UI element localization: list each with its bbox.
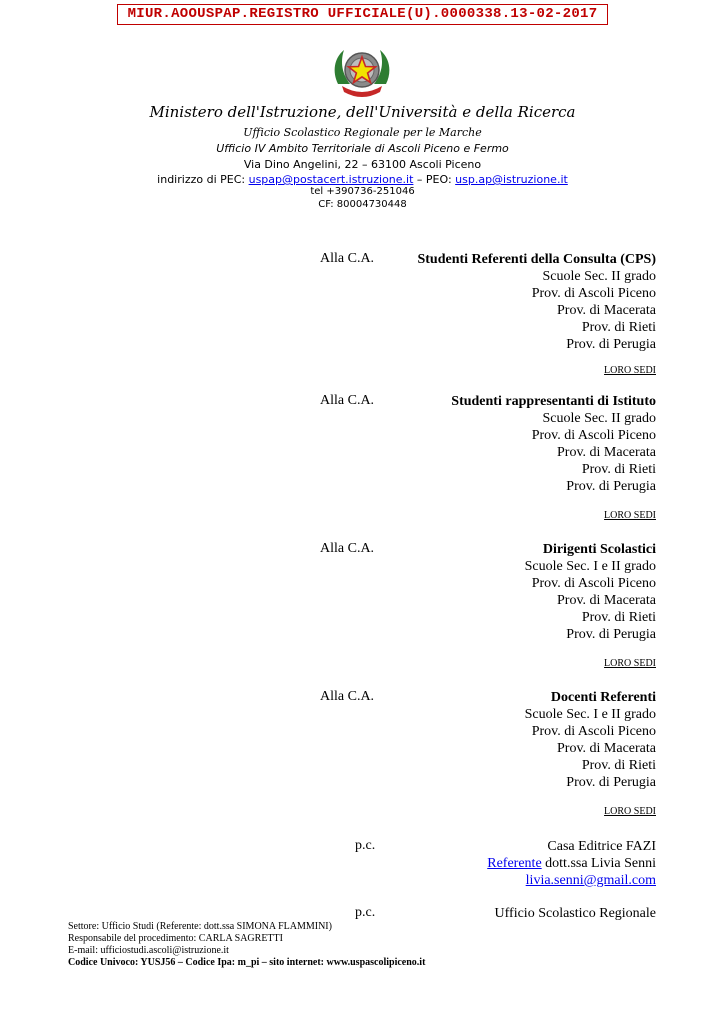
loro-sedi: LORO SEDI [604,806,656,817]
document-footer [68,921,425,969]
footer-responsabile: Responsabile del procedimento: CARLA SAGRETTI [68,933,283,944]
fiscal-code: CF: 80004730448 [318,199,407,210]
recipient-lines [525,541,656,643]
recipient-line: Prov. di Macerata [557,445,656,460]
registry-stamp [117,4,608,25]
recipient-line: Prov. di Macerata [557,741,656,756]
recipient-lines [417,251,656,353]
registry-stamp-text: MIUR.AOOUSPAP.REGISTRO UFFICIALE(U).0000338.13-02-2017 [127,6,598,22]
telephone: tel +390736-251046 [310,186,415,197]
recipient-line: Prov. di Perugia [566,337,656,352]
footer-codice: Codice Univoco: YUSJ56 – Codice Ipa: m_pi – sito internet: www.uspascolipiceno.it [68,957,426,968]
cc-email-link[interactable]: livia.senni@gmail.com [525,873,656,888]
recipient-line: Prov. di Ascoli Piceno [531,724,656,739]
recipient-title: Dirigenti Scolastici [542,542,656,557]
recipient-lines [525,689,656,791]
recipient-title: Docenti Referenti [550,690,656,705]
salutation: Alla C.A. [320,393,375,408]
recipient-line: Prov. di Rieti [581,462,656,477]
referent-name: dott.ssa Livia Senni [541,856,656,871]
recipient-line: Scuole Sec. I e II grado [524,559,656,574]
recipient-line: Prov. di Perugia [566,479,656,494]
recipient-line: Prov. di Perugia [566,775,656,790]
recipient-line: Prov. di Ascoli Piceno [531,428,656,443]
cc-referent [487,855,656,872]
recipient-line: Scuole Sec. II grado [542,269,656,284]
footer-settore: Settore: Ufficio Studi (Referente: dott.ssa SIMONA FLAMMINI) [68,921,332,932]
italian-republic-emblem-icon [330,44,394,102]
cc-lines [495,905,656,922]
recipient-line: Prov. di Ascoli Piceno [531,286,656,301]
recipient-line: Prov. di Perugia [566,627,656,642]
recipient-line: Prov. di Macerata [557,593,656,608]
referent-link[interactable]: Referente [487,856,542,871]
recipient-title: Studenti Referenti della Consulta (CPS) [417,252,656,267]
loro-sedi: LORO SEDI [604,365,656,376]
recipient-line: Prov. di Macerata [557,303,656,318]
salutation: Alla C.A. [320,541,375,556]
office-name: Ufficio Scolastico Regionale per le Marche [243,126,482,139]
peo-email-link[interactable]: usp.ap@istruzione.it [455,173,568,186]
cc-lines [487,838,656,889]
pec-prefix: indirizzo di PEC: [157,173,249,186]
cc-label: p.c. [355,838,376,853]
recipient-line: Scuole Sec. II grado [542,411,656,426]
peo-separator: – PEO: [413,173,456,186]
recipient-line: Scuole Sec. I e II grado [524,707,656,722]
cc-label: p.c. [355,905,376,920]
salutation: Alla C.A. [320,689,375,704]
loro-sedi: LORO SEDI [604,510,656,521]
salutation: Alla C.A. [320,251,375,266]
footer-email: E-mail: ufficiostudi.ascoli@istruzione.it [68,945,229,956]
recipient-line: Prov. di Ascoli Piceno [531,576,656,591]
ministry-name: Ministero dell'Istruzione, dell'Università e della Ricerca [149,103,576,121]
sub-office-name: Ufficio IV Ambito Territoriale di Ascoli Piceno e Fermo [216,142,509,155]
loro-sedi: LORO SEDI [604,658,656,669]
cc-name: Ufficio Scolastico Regionale [494,906,656,921]
recipient-lines [451,393,656,495]
contact-emails [0,173,725,186]
recipient-line: Prov. di Rieti [581,758,656,773]
cc-name: Casa Editrice FAZI [547,839,656,854]
recipient-title: Studenti rappresentanti di Istituto [451,394,656,409]
recipient-line: Prov. di Rieti [581,320,656,335]
recipient-line: Prov. di Rieti [581,610,656,625]
pec-email-link[interactable]: uspap@postacert.istruzione.it [248,173,414,186]
office-address: Via Dino Angelini, 22 – 63100 Ascoli Piceno [243,158,482,171]
